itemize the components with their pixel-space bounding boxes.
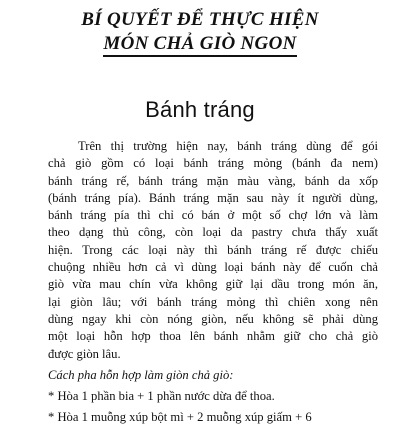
paragraph-line: chả giò gồm có loại bánh tráng mỏng (bánh đa nem) — [48, 156, 378, 171]
paragraph-line: được giòn lâu. — [48, 346, 121, 361]
paragraph-line: chuộng nhiều hơn cả vì dùng loại bánh này để cuốn chả — [48, 260, 378, 275]
chapter-title-line-2-text: MÓN CHẢ GIÒ NGON — [103, 33, 296, 57]
paragraph-line: (bánh tráng pía). Bánh tráng mặn sau này ít người dùng, — [48, 190, 378, 205]
chapter-title-line-1: BÍ QUYẾT ĐỂ THỰC HIỆN — [81, 9, 319, 30]
paragraph-line: giò vừa mau chín vừa không giữ lại dầu trong món ăn, — [48, 277, 378, 292]
paragraph-line: dùng ngay khi còn nóng giòn, nếu không sẽ phải dùng — [48, 311, 378, 326]
recipe-item: * Hòa 1 muỗng xúp bột mì + 2 muỗng xúp giấm + 6 — [48, 410, 312, 425]
chapter-header — [0, 8, 400, 56]
section-title: Bánh tráng — [145, 97, 255, 122]
paragraph — [48, 138, 378, 363]
recipe-heading: Cách pha hỗn hợp làm giòn chả giò: — [48, 367, 234, 382]
body-text — [48, 138, 378, 427]
paragraph-line: bánh tráng rế, bánh tráng mặn màu vàng, bánh da xốp — [48, 173, 378, 188]
paragraph-line: một loại hỗn hợp thoa lên bánh nhằm giữ cho chả giò — [48, 329, 378, 344]
paragraph-line: Trên thị trường hiện nay, bánh tráng dùng để gói — [78, 139, 378, 153]
paragraph-line: lại giòn lâu; với bánh tráng mỏng thì chiên xong nên — [48, 294, 378, 309]
chapter-title-line-2 — [0, 32, 400, 56]
paragraph-line: bánh tráng pía thì chỉ có bán ở một số chợ lớn và làm — [48, 208, 378, 223]
paragraph-line: hiện. Trong các loại này thì bánh tráng rế được chiếu — [48, 242, 378, 257]
recipe-item: * Hòa 1 phần bia + 1 phần nước dừa để thoa. — [48, 389, 275, 404]
paragraph-line: theo dạng thủ công, còn loại da pastry chưa thấy xuất — [48, 225, 378, 240]
